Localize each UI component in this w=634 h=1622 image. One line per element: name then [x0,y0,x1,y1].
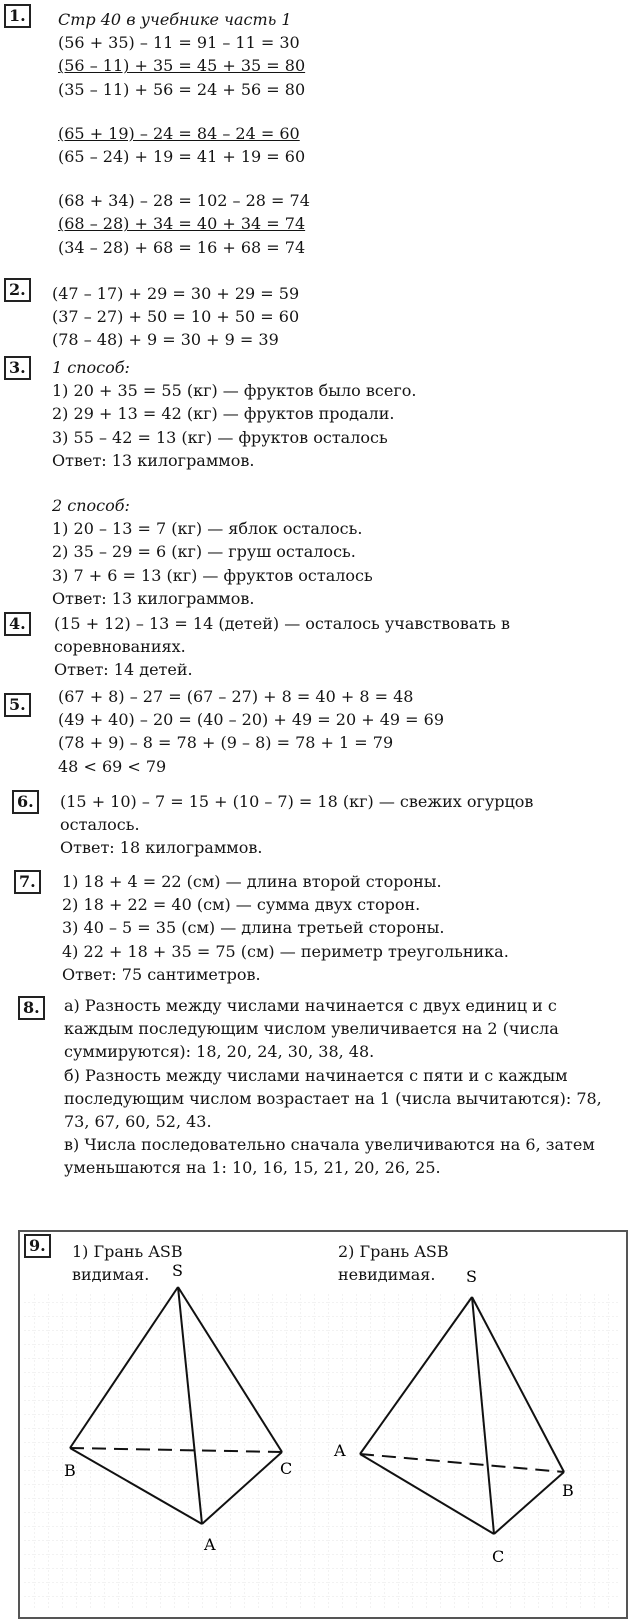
equation-line: (49 + 40) – 20 = (40 – 20) + 49 = 20 + 49 = 69 [58,710,445,730]
solution-step: 1) 20 – 13 = 7 (кг) — яблок осталось. [52,519,363,539]
task-header: Стр 40 в учебнике часть 1 [58,10,292,29]
answer: Ответ: 13 килограммов. [52,450,255,470]
solution-step: 4) 22 + 18 + 35 = 75 (см) — периметр треугольника. [62,941,509,961]
label-B: B [64,1461,76,1480]
caption-hidden-face: 2) Грань ASB невидимая. [338,1242,449,1285]
caption-visible-face: 1) Грань ASB видимая. [72,1242,183,1285]
equation-line: (68 – 28) + 34 = 40 + 34 = 74 [58,214,306,234]
task-number: 8. [18,996,45,1020]
equation-line: (56 – 11) + 35 = 45 + 35 = 80 [58,56,306,76]
solution-step: 3) 55 – 42 = 13 (кг) — фруктов осталось [52,427,388,447]
task-number: 7. [14,870,41,894]
solution-step: 1) 20 + 35 = 55 (кг) — фруктов было всего. [52,381,417,401]
pyramid-figure-frame [18,1230,628,1619]
comparison-line: 48 < 69 < 79 [58,756,167,776]
task-number: 4. [4,612,31,636]
answer: Ответ: 13 килограммов. [52,588,255,608]
solution-step: 1) 18 + 4 = 22 (см) — длина второй стороны. [62,872,442,891]
task-number: 1. [4,4,31,28]
label-A: A [204,1535,216,1554]
equation-line: (68 + 34) – 28 = 102 – 28 = 74 [58,191,310,211]
task-number: 3. [4,356,31,380]
method-heading: 1 способ: [52,358,130,377]
task-number: 5. [4,693,31,717]
solution-step: 3) 7 + 6 = 13 (кг) — фруктов осталось [52,565,373,585]
equation-line: (65 + 19) – 24 = 84 – 24 = 60 [58,123,300,143]
solution-text: (15 + 10) – 7 = 15 + (10 – 7) = 18 (кг) — свежих огурцов осталось. [60,792,534,835]
equation-line: (78 + 9) – 8 = 78 + (9 – 8) = 78 + 1 = 79 [58,733,394,753]
equation-line: (78 – 48) + 9 = 30 + 9 = 39 [52,330,279,350]
equation-line: (56 + 35) – 11 = 91 – 11 = 30 [58,33,300,53]
label-S: S [172,1261,183,1280]
label-B: B [562,1481,574,1500]
solution-step: 2) 18 + 22 = 40 (см) — сумма двух сторон. [62,895,421,915]
answer-part-c: в) Числа последовательно сначала увеличиваются на 6, затем уменьшаются на 1: 10, 16, 15, 21, 20, 26, 25. [64,1135,595,1178]
task-number: 2. [4,278,31,302]
equation-line: (47 – 17) + 29 = 30 + 29 = 59 [52,284,300,303]
task-number: 6. [12,790,39,814]
solution-step: 2) 29 + 13 = 42 (кг) — фруктов продали. [52,404,395,424]
label-S: S [466,1267,477,1286]
label-C: C [280,1459,293,1478]
answer: Ответ: 18 килограммов. [60,838,263,858]
task-number: 9. [24,1234,51,1258]
method-heading: 2 способ: [52,495,130,515]
equation-line: (34 – 28) + 68 = 16 + 68 = 74 [58,237,306,257]
answer-part-a: а) Разность между числами начинается с двух единиц и с каждым последующим числом увеличивается на 2 (числа суммируются): 18, 20, 24, 30, 38, 48. [64,996,559,1062]
solution-step: 2) 35 – 29 = 6 (кг) — груш осталось. [52,542,356,562]
label-C: C [492,1547,505,1566]
pyramid-drawings [20,1232,622,1613]
label-A: A [334,1441,346,1460]
answer: Ответ: 75 сантиметров. [62,964,261,984]
grid-background [24,1292,618,1610]
equation-line: (65 – 24) + 19 = 41 + 19 = 60 [58,146,306,166]
equation-line: (67 + 8) – 27 = (67 – 27) + 8 = 40 + 8 = 48 [58,687,414,706]
equation-line: (37 – 27) + 50 = 10 + 50 = 60 [52,307,300,327]
solution-text: (15 + 12) – 13 = 14 (детей) — осталось учавствовать в соревнованиях. [54,614,511,657]
solution-step: 3) 40 – 5 = 35 (см) — длина третьей стороны. [62,918,445,938]
answer: Ответ: 14 детей. [54,660,193,680]
equation-line: (35 – 11) + 56 = 24 + 56 = 80 [58,79,306,99]
answer-part-b: б) Разность между числами начинается с пяти и с каждым последующим числом возрастает на 1 (числа вычитаются): 78, 73, 67, 60, 52, 43. [64,1065,602,1131]
